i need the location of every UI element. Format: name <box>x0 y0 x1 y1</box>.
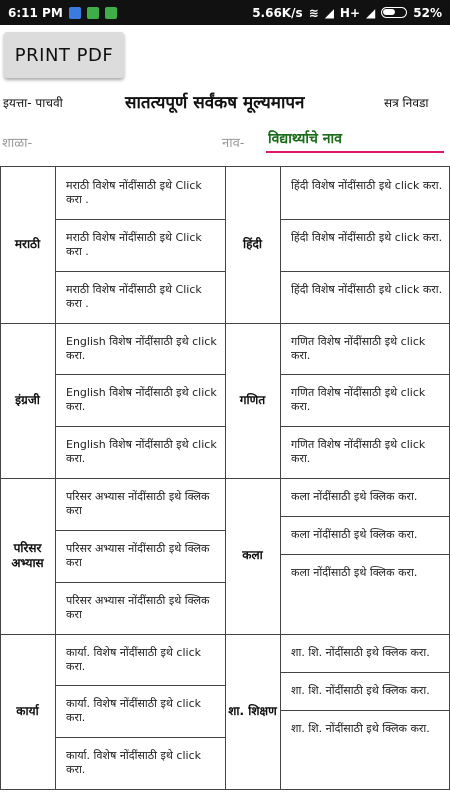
notification-icon <box>69 7 81 19</box>
grid-divider <box>55 530 225 531</box>
note-cell[interactable]: English विशेष नोंदींसाठी इथे click करा. <box>66 386 217 414</box>
note-cell[interactable]: शा. शि. नोंदींसाठी इथे क्लिक करा. <box>291 683 430 697</box>
grid-divider <box>280 516 450 517</box>
subject-label: शा. शिक्षण <box>228 703 277 718</box>
grid-divider <box>280 426 450 427</box>
grid-divider <box>55 374 225 375</box>
android-icon <box>105 7 117 19</box>
battery-icon <box>381 7 407 18</box>
note-cell[interactable]: शा. शि. नोंदींसाठी इथे क्लिक करा. <box>291 721 430 735</box>
grid-divider <box>280 219 450 220</box>
grid-divider <box>280 374 450 375</box>
note-cell[interactable]: कला नोंदींसाठी इथे क्लिक करा. <box>291 490 418 503</box>
android-icon <box>87 7 99 19</box>
note-cell[interactable]: परिसर अभ्यास नोंदींसाठी इथे क्लिक करा <box>66 541 210 569</box>
note-cell[interactable]: गणित विशेष नोंदींसाठी इथे click करा. <box>291 438 426 466</box>
note-cell[interactable]: मराठी विशेष नोंदींसाठी इथे Click करा . <box>66 179 202 206</box>
grid-divider <box>55 219 225 220</box>
note-cell[interactable]: गणित विशेष नोंदींसाठी इथे click करा. <box>291 334 426 362</box>
subject-label: कार्या <box>16 703 39 718</box>
grid-divider <box>280 672 450 673</box>
signal-icon: ◢ <box>366 5 376 20</box>
note-cell[interactable]: मराठी विशेष नोंदींसाठी इथे Click करा . <box>66 282 202 310</box>
network-speed: 5.66K/s <box>252 5 303 20</box>
note-cell[interactable]: शा. शि. नोंदींसाठी इथे क्लिक करा. <box>291 645 430 659</box>
evaluation-grid <box>0 166 450 788</box>
class-label: इयत्ता- पाचवी <box>3 96 63 110</box>
note-cell[interactable]: हिंदी विशेष नोंदींसाठी इथे click करा. <box>291 230 443 244</box>
grid-divider <box>280 710 450 711</box>
subject-label: परिसर अभ्यास <box>11 540 44 570</box>
grid-divider <box>55 737 225 738</box>
subject-label: कला <box>242 548 263 563</box>
grid-divider <box>280 554 450 555</box>
subject-label: हिंदी <box>243 237 262 252</box>
grid-divider <box>55 271 225 272</box>
subject-label: मराठी <box>14 237 41 252</box>
note-cell[interactable]: गणित विशेष नोंदींसाठी इथे click करा. <box>291 386 426 414</box>
note-cell[interactable]: कार्या. विशेष नोंदींसाठी इथे click करा. <box>66 645 201 673</box>
grid-divider <box>0 789 450 790</box>
subject-label: इंग्रजी <box>15 392 40 407</box>
note-cell[interactable]: कला नोंदींसाठी इथे क्लिक करा. <box>291 528 418 541</box>
note-cell[interactable]: कार्या. विशेष नोंदींसाठी इथे click करा. <box>66 749 201 777</box>
note-cell[interactable]: मराठी विशेष नोंदींसाठी इथे Click करा . <box>66 230 202 258</box>
signal-icon: ◢ <box>324 5 334 20</box>
note-cell[interactable]: हिंदी विशेष नोंदींसाठी इथे click करा. <box>291 179 443 192</box>
school-label: शाळा- <box>2 136 33 151</box>
subject-label: गणित <box>239 392 266 407</box>
note-cell[interactable]: परिसर अभ्यास नोंदींसाठी इथे क्लिक करा <box>66 490 210 517</box>
status-bar <box>0 0 450 25</box>
status-time: 6:11 PM <box>8 5 63 20</box>
note-cell[interactable]: English विशेष नोंदींसाठी इथे click करा. <box>66 334 217 362</box>
battery-level: 52% <box>413 5 442 20</box>
wifi-icon: ≋ <box>308 5 319 20</box>
grid-divider <box>55 685 225 686</box>
note-cell[interactable]: हिंदी विशेष नोंदींसाठी इथे click करा. <box>291 282 443 296</box>
print-pdf-button[interactable]: PRINT PDF <box>4 32 124 78</box>
name-label: नाव- <box>222 136 245 151</box>
session-select[interactable]: सत्र निवडा <box>384 96 429 110</box>
note-cell[interactable]: परिसर अभ्यास नोंदींसाठी इथे क्लिक करा <box>66 593 210 621</box>
note-cell[interactable]: कला नोंदींसाठी इथे क्लिक करा. <box>291 566 418 579</box>
grid-divider <box>55 582 225 583</box>
note-cell[interactable]: English विशेष नोंदींसाठी इथे click करा. <box>66 438 217 466</box>
grid-divider <box>280 271 450 272</box>
grid-divider <box>55 426 225 427</box>
network-type: H+ <box>339 5 361 20</box>
student-name-input[interactable] <box>266 126 444 153</box>
page-title: सातत्यपूर्ण सर्वंकष मूल्यमापन <box>125 93 305 113</box>
note-cell[interactable]: कार्या. विशेष नोंदींसाठी इथे click करा. <box>66 697 201 725</box>
